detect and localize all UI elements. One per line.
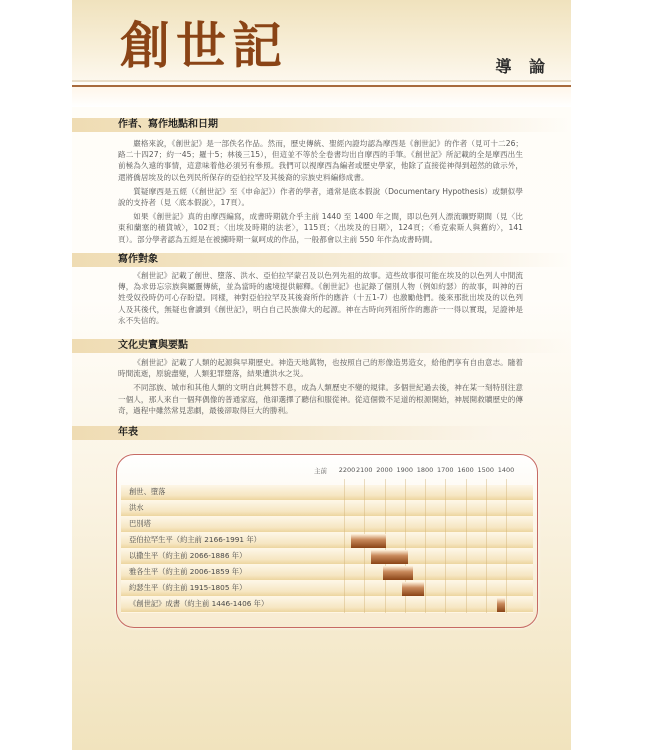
- timeline-row: [121, 581, 533, 597]
- paragraph: 質疑摩西是五經（《創世記》至《申命記》）作者的學者，通常是底本假說（Documentary Hypothesis）或類似學說的支持者（見〈底本假說〉，17頁）。: [118, 186, 523, 208]
- axis-tick-label: 1800: [416, 466, 434, 474]
- section-heading: 作者、寫作地點和日期: [72, 118, 571, 132]
- timeline-row-label: 亞伯拉罕生平（約主前 2166-1991 年）: [129, 535, 261, 544]
- timeline-row: [121, 565, 533, 581]
- axis-tick-label: 1600: [457, 466, 474, 474]
- section-heading: 年表: [72, 426, 571, 440]
- timeline-bar: [497, 598, 505, 612]
- section-heading: 寫作對象: [72, 253, 571, 267]
- timeline-row: [121, 485, 533, 501]
- timeline-row: [121, 597, 533, 613]
- grid-line: [425, 479, 426, 613]
- paragraph: 不同部族、城市和其他人類的文明自此興替不息，成為人類歷史不變的規律。多個世紀過去後，神在某一刻特別注意一個人，那人來自一個拜偶像的普通家庭，他卻選擇了聽信和服從神。從這個微不足道的根源開始，神展開救贖歷史的傳奇，過程中雖然常見悲劇，最後卻取得巨大的勝利。: [118, 383, 523, 415]
- header-fade: [72, 87, 571, 107]
- section-audience: [72, 253, 571, 326]
- paragraph: 《創世記》記載了人類的起源與早期歷史。神造天地萬物，也按照自己的形像造男造女，給他們享有自由意志。隨着時間流逝，原貌盡變，人類犯罪墮落，結果遭洪水之災。: [118, 358, 523, 379]
- timeline-row: [121, 549, 533, 565]
- grid-line: [466, 479, 467, 613]
- timeline-row-label: 約瑟生平（約主前 1915-1805 年）: [129, 583, 247, 592]
- header-divider-light: [72, 80, 571, 82]
- axis-tick-label: 1400: [497, 466, 515, 474]
- paragraph: 嚴格來說，《創世記》是一部佚名作品。然而，歷史傳統、聖經內證均認為摩西是《創世記》的作者（見可十二26；路二十四27；約一45；羅十5；林後三15），但這並不等於全卷書均出自摩西的手筆。《創世記》所記載的全是摩西出生前極為久遠的事情，這意味着他必須另有參照。我們可以視摩西為編者或歷史學家，他除了直接從神得到超然的啟示外，還將僑居埃及的以色列民所保存的亞伯拉罕及其後裔的宗族史料編修成書。: [118, 139, 523, 182]
- axis-prefix: 主前: [314, 467, 327, 475]
- axis-tick-label: 2200: [338, 466, 356, 474]
- timeline-row-label: 創世、墮落: [129, 487, 166, 496]
- axis-tick-label: 2100: [355, 466, 373, 474]
- timeline-bar: [402, 582, 424, 596]
- section-authorship: [72, 118, 571, 245]
- timeline-row: [121, 501, 533, 517]
- timeline-row: [121, 533, 533, 549]
- grid-line: [344, 479, 345, 613]
- book-title: 創世記: [120, 17, 288, 75]
- timeline-chart: [116, 454, 538, 628]
- document-page: [72, 0, 571, 750]
- timeline-row-label: 巴別塔: [129, 519, 151, 528]
- axis-tick-label: 1700: [436, 466, 454, 474]
- timeline-row-label: 洪水: [129, 503, 144, 512]
- section-label: 導 論: [495, 57, 551, 76]
- grid-line: [506, 479, 507, 613]
- section-heading: 文化史實與要點: [72, 339, 571, 353]
- timeline-bar: [371, 550, 407, 564]
- timeline-row: [121, 517, 533, 533]
- grid-line: [486, 479, 487, 613]
- paragraph: 《創世記》記載了創世、墮落、洪水、亞伯拉罕蒙召及以色列先祖的故事。這些故事很可能在埃及的以色列人中間流傳，為求毋忘宗族與屬靈傳統，並為當時的處境提供解釋。《創世記》也記錄了個別人物（例如約瑟）的故事，叫神的百姓受奴役時仍可心存盼望。同樣，神對亞伯拉罕及其後裔所作的應許（十五1-7）也激勵他們。後來那批出埃及的以色列人及其後代，無疑也會讀到《創世記》，明白自己民族偉大的起源。神在古時向列祖所作的應許一一得以實現，足證神是永不失信的。: [118, 271, 523, 325]
- axis-tick-label: 2000: [376, 466, 393, 474]
- timeline-row-label: 以撒生平（約主前 2066-1886 年）: [129, 551, 247, 560]
- timeline-row-label: 雅各生平（約主前 2006-1859 年）: [129, 567, 247, 576]
- paragraph: 如果《創世記》真的由摩西編寫，成書時期就介乎主前 1440 至 1400 年之間，即以色列人漂流曠野期間（見〈比東和蘭塞的積貨城〉，102頁；〈出埃及時期的法老〉，115頁；〈出埃及的日期〉，124頁；〈希克索斯人與舊約〉，141頁）。部分學者認為五經是在被擄時期一氣呵成的作品，一般都會以主前 550 年作為成書時間。: [118, 212, 523, 244]
- section-timeline: [72, 426, 571, 440]
- timeline-bar: [383, 566, 413, 580]
- axis-tick-label: 1900: [396, 466, 414, 474]
- timeline-bar: [351, 534, 386, 548]
- axis-tick-label: 1500: [477, 466, 495, 474]
- section-culture: [72, 339, 571, 416]
- timeline-row-label: 《創世記》成書（約主前 1446-1406 年）: [129, 599, 269, 608]
- page-header: [72, 0, 571, 82]
- grid-line: [445, 479, 446, 613]
